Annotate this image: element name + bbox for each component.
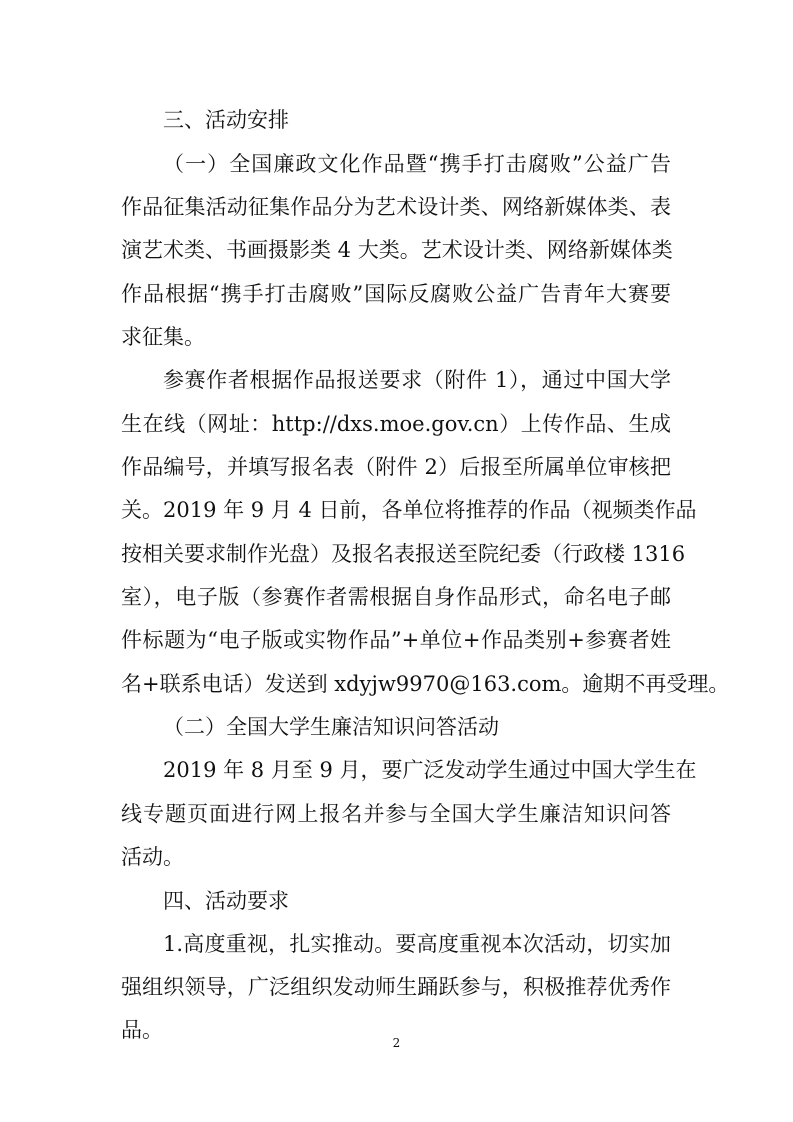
section-4-heading: 四、活动要求 <box>163 889 289 913</box>
paragraph-2-line-1: 参赛作者根据作品报送要求（附件 1），通过中国大学 <box>163 368 671 392</box>
paragraph-2-line-5: 按相关要求制作光盘）及报名表报送至院纪委（行政楼 1316 <box>121 542 686 566</box>
paragraph-4-line-1: 2019 年 8 月至 9 月，要广泛发动学生通过中国大学生在 <box>163 758 697 782</box>
paragraph-2-line-8: 名+联系电话）发送到 xdyjw9970@163.com。逾期不再受理。 <box>121 672 730 696</box>
paragraph-2-line-2: 生在线（网址：http://dxs.moe.gov.cn）上传作品、生成 <box>121 412 671 436</box>
paragraph-5-line-2: 强组织领导，广泛组织发动师生踊跃参与，积极推荐优秀作 <box>121 975 671 999</box>
paragraph-1-line-1: （一）全国廉政文化作品暨“携手打击腐败”公益广告 <box>163 152 671 176</box>
paragraph-4-line-2: 线专题页面进行网上报名并参与全国大学生廉洁知识问答 <box>121 802 671 826</box>
section-3-heading: 三、活动安排 <box>163 108 289 132</box>
paragraph-1-line-3: 演艺术类、书画摄影类 4 大类。艺术设计类、网络新媒体类 <box>121 238 673 262</box>
paragraph-1-line-4: 作品根据“携手打击腐败”国际反腐败公益广告青年大赛要 <box>121 282 671 306</box>
page-number: 2 <box>392 1036 401 1050</box>
paragraph-1-line-5: 求征集。 <box>121 325 205 349</box>
paragraph-2-line-6: 室），电子版（参赛作者需根据自身作品形式，命名电子邮 <box>121 585 671 609</box>
paragraph-2-line-4: 关。2019 年 9 月 4 日前，各单位将推荐的作品（视频类作品 <box>121 498 697 522</box>
paragraph-5-line-3: 品。 <box>121 1018 163 1042</box>
paragraph-2-line-7: 件标题为“电子版或实物作品”+单位+作品类别+参赛者姓 <box>121 628 671 652</box>
paragraph-4-line-3: 活动。 <box>121 845 184 869</box>
paragraph-2-line-3: 作品编号，并填写报名表（附件 2）后报至所属单位审核把 <box>121 455 671 479</box>
subsection-2-heading: （二）全国大学生廉洁知识问答活动 <box>163 715 499 739</box>
paragraph-5-line-1: 1.高度重视，扎实推动。要高度重视本次活动，切实加 <box>163 932 671 956</box>
paragraph-1-line-2: 作品征集活动征集作品分为艺术设计类、网络新媒体类、表 <box>121 195 671 219</box>
